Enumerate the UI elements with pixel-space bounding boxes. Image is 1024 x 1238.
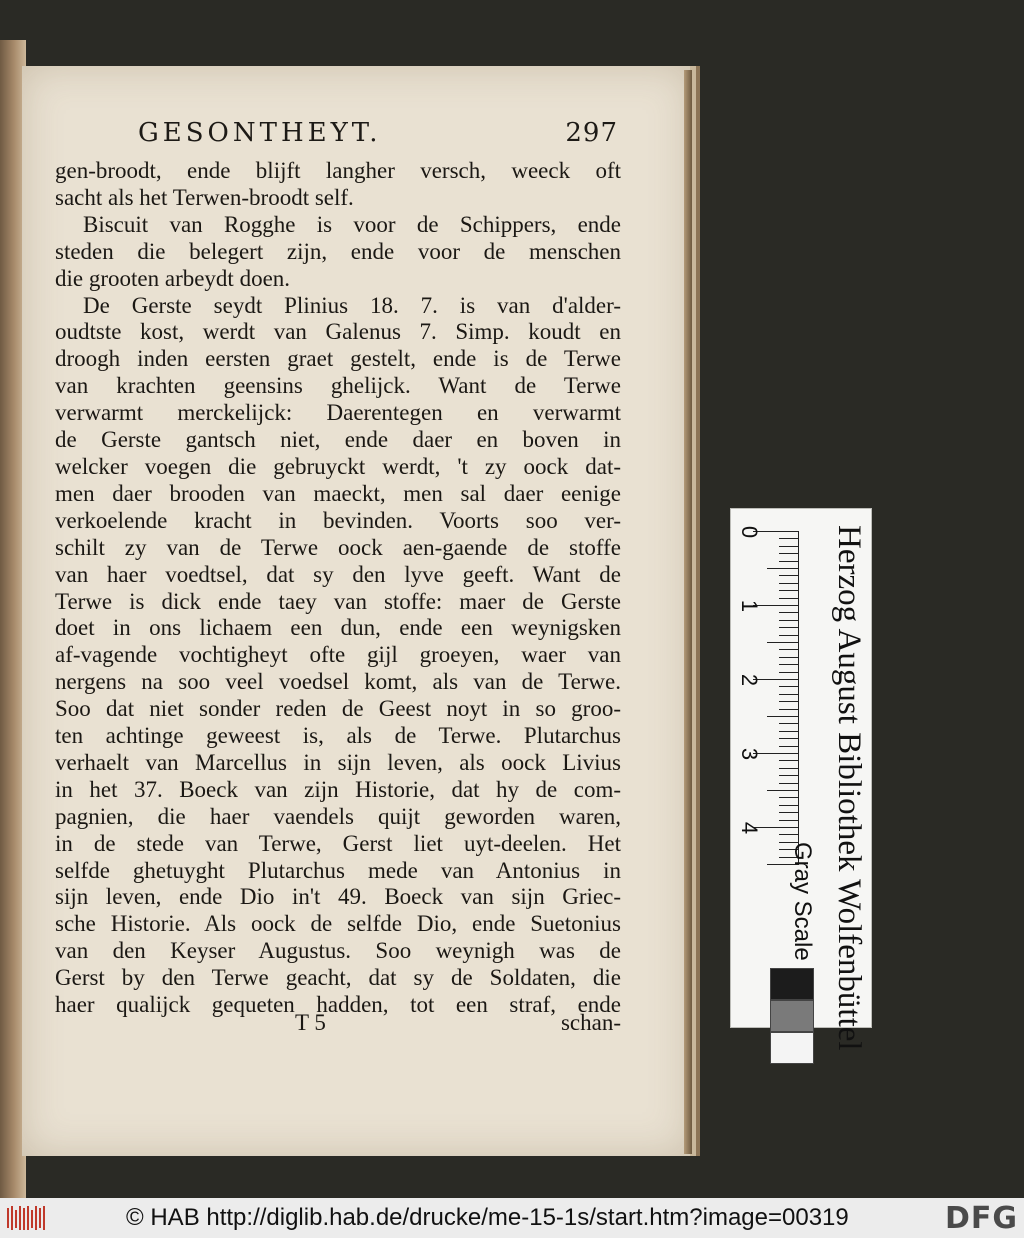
ruler-tick (779, 834, 799, 835)
ruler-tick (779, 627, 799, 628)
text-line: verkoelende kracht in bevinden. Voorts soo ver- (55, 507, 621, 533)
ruler-tick (779, 664, 799, 665)
ruler-tick (767, 568, 799, 569)
institution-label: Herzog August Bibliothek Wolfenbüttel (831, 525, 867, 1051)
ruler-tick (779, 598, 799, 599)
ruler-tick (779, 672, 799, 673)
dfg-logo: DFG (944, 1201, 1018, 1236)
ruler-tick (779, 590, 799, 591)
ruler-tick (779, 649, 799, 650)
ruler-tick (779, 709, 799, 710)
ruler-tick (779, 820, 799, 821)
ruler-tick (779, 694, 799, 695)
text-line: pagnien, die haer vaendels quijt geworden waren, (55, 803, 621, 829)
text-line: die grooten arbeydt doen. (55, 265, 291, 291)
text-line: droogh inden eersten graet gestelt, ende is de Terwe (55, 346, 621, 372)
text-line: ten achtinge geweest is, als de Terwe. Plutarchus (55, 723, 621, 749)
ruler-tick (779, 620, 799, 621)
gray-swatch (770, 1032, 814, 1064)
text-line: van den Keyser Augustus. Soo weynigh was de (55, 938, 621, 964)
text-line: Terwe is dick ende taey van stoffe: maer de Gerste (55, 588, 621, 614)
text-line: haer qualijck gequeten hadden, tot een straf, ende (55, 992, 621, 1018)
hab-logo-icon (6, 1204, 46, 1232)
ruler-tick (779, 805, 799, 806)
ruler-tick (779, 760, 799, 761)
gray-swatch (770, 968, 814, 1000)
ruler-number: 2 (737, 673, 763, 687)
text-line: gen-broodt, ende blijft langher versch, weeck oft (55, 158, 621, 183)
ruler-tick (779, 546, 799, 547)
text-line: sijn leven, ende Dio in't 49. Boeck van sijn Griec- (55, 884, 621, 910)
text-line: steden die belegert zijn, ende voor de menschen (55, 238, 621, 264)
text-line: sacht als het Terwen-broodt self. (55, 184, 354, 210)
text-line: men daer brooden van maeckt, men sal daer eenige (55, 480, 621, 506)
text-line: oudtste kost, werdt van Galenus 7. Simp. koudt en (55, 319, 621, 345)
text-line: verwarmt merckelijck: Daerentegen en verwarmt (55, 400, 621, 426)
copyright-url: © HAB http://diglib.hab.de/drucke/me-15-1s/start.htm?image=00319 (126, 1204, 849, 1231)
footer-bar (0, 1198, 1024, 1238)
text-line: De Gerste seydt Plinius 18. 7. is van d'alder- (83, 292, 621, 318)
ruler-tick (767, 716, 799, 717)
text-line: schilt zy van de Terwe oock aen-gaende de stoffe (55, 534, 621, 560)
catchword: schan- (560, 1010, 621, 1035)
text-line: Gerst by den Terwe geacht, dat sy de Soldaten, die (55, 965, 621, 991)
ruler-tick (779, 686, 799, 687)
text-line: Soo dat niet sonder reden de Geest noyt in so groo- (55, 696, 621, 722)
ruler-tick (779, 635, 799, 636)
ruler-tick (779, 812, 799, 813)
ruler-baseline (798, 531, 799, 864)
ruler-tick (779, 746, 799, 747)
ruler-tick (767, 790, 799, 791)
ruler-tick (779, 612, 799, 613)
running-head (138, 118, 618, 158)
ruler-number: 3 (737, 747, 763, 761)
ruler-tick (779, 553, 799, 554)
ruler-tick (779, 657, 799, 658)
text-line: van krachten geensins ghelijck. Want de Terwe (55, 373, 621, 399)
ruler-tick (779, 575, 799, 576)
ruler-tick (779, 731, 799, 732)
ruler-tick (779, 538, 799, 539)
text-line: sche Historie. Als oock de selfde Dio, ende Suetonius (55, 911, 621, 937)
text-line: af-vagende vochtigheyt ofte gijl groeyen, waer van (55, 642, 621, 668)
signature-mark: T 5 (295, 1010, 326, 1035)
ruler-tick (779, 561, 799, 562)
gray-swatch (770, 1000, 814, 1032)
text-line: de Gerste gantsch niet, ende daer en boven in (55, 427, 621, 453)
ruler-tick (779, 768, 799, 769)
ruler-tick (779, 738, 799, 739)
gray-scale-label: Gray Scale (789, 842, 816, 961)
text-line: van haer voedtsel, dat sy den lyve geeft. Want de (55, 561, 621, 587)
text-line: in de stede van Terwe, Gerst liet uyt-deelen. Het (55, 830, 621, 856)
ruler-tick (767, 642, 799, 643)
text-line: in het 37. Boeck van zijn Historie, dat hy de com- (55, 776, 621, 802)
ruler-number: 4 (737, 821, 763, 835)
text-line: selfde ghetuyght Plutarchus mede van Antonius in (55, 857, 621, 883)
page-edge (684, 70, 692, 1154)
ruler-tick (779, 797, 799, 798)
ruler-tick (779, 775, 799, 776)
ruler-number: 1 (737, 599, 763, 613)
ruler-tick (779, 783, 799, 784)
text-line: welcker voegen die gebruyckt werdt, 't zy oock dat- (55, 453, 621, 479)
page-number: 297 (565, 118, 618, 148)
ruler-tick (779, 701, 799, 702)
ruler-tick (779, 723, 799, 724)
text-line: doet in ons lichaem een dun, ende een weynigsken (55, 615, 621, 641)
page-text (55, 158, 621, 1019)
text-line: Biscuit van Rogghe is voor de Schippers, ende (83, 211, 621, 237)
text-line: nergens na soo veel voedsel komt, als van de Terwe. (55, 669, 621, 695)
ruler-number: 0 (737, 525, 763, 539)
text-line: verhaelt van Marcellus in sijn leven, als oock Livius (55, 749, 621, 775)
running-head-title: GESONTHEYT. (138, 118, 382, 148)
ruler-tick (779, 583, 799, 584)
